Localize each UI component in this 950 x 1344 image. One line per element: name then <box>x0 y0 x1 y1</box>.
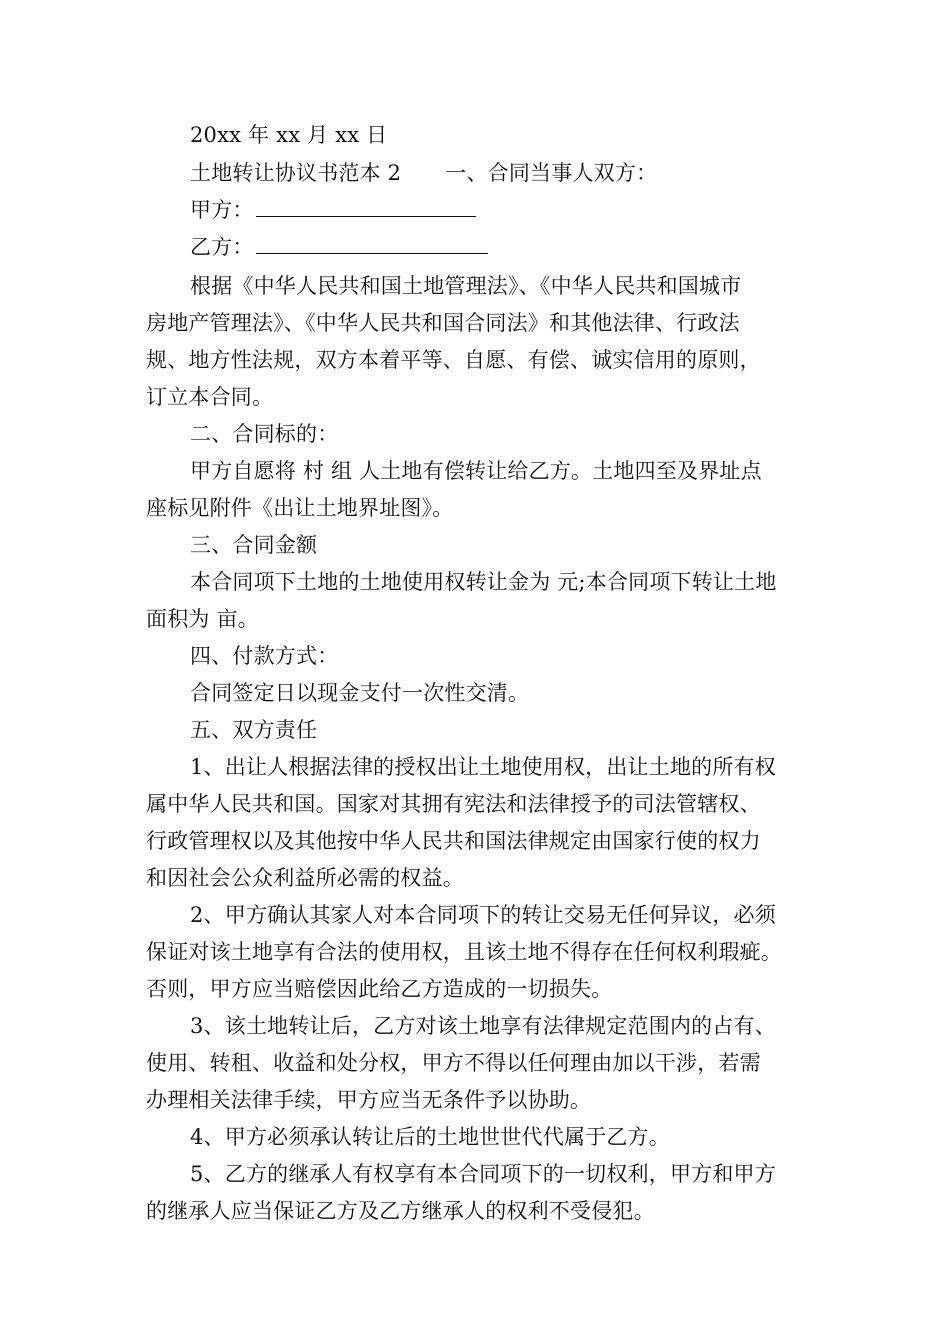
paragraph-line: 甲方自愿将 村 组 人土地有偿转让给乙方。土地四至及界址点 <box>190 459 762 483</box>
paragraph-line: 5、乙方的继承人有权享有本合同项下的一切权利，甲方和甲方 <box>190 1162 776 1186</box>
section1-heading: 一、合同当事人双方： <box>445 161 658 185</box>
party-a-line <box>190 192 826 229</box>
paragraph-line: 合同签定日以现金支付一次性交清。 <box>190 681 530 705</box>
paragraph-line: 属中华人民共和国。国家对其拥有宪法和法律授予的司法管辖权、 <box>146 792 761 816</box>
paragraph-line: 1、出让人根据法律的授权出让土地使用权，出让土地的所有权 <box>190 755 776 779</box>
date-line: 20xx 年 xx 月 xx 日 <box>190 123 388 147</box>
paragraph-line: 规、地方性法规，双方本着平等、自愿、有偿、诚实信用的原则， <box>146 348 761 372</box>
paragraph-line: 2、甲方确认其家人对本合同项下的转让交易无任何异议，必须 <box>190 903 776 927</box>
paragraph-line: 根据《中华人民共和国土地管理法》、《中华人民共和国城市 <box>190 274 742 298</box>
paragraph-line: 否则，甲方应当赔偿因此给乙方造成的一切损失。 <box>146 977 613 1001</box>
paragraph-line: 4、甲方必须承认转让后的土地世世代代属于乙方。 <box>190 1125 670 1149</box>
paragraph-line: 的继承人应当保证乙方及乙方继承人的权利不受侵犯。 <box>146 1199 655 1223</box>
paragraph-line: 3、该土地转让后，乙方对该土地享有法律规定范围内的占有、 <box>190 1014 776 1038</box>
paragraph-line: 保证对该土地享有合法的使用权，且该土地不得存在任何权利瑕疵。 <box>146 940 782 964</box>
paragraph-line: 本合同项下土地的土地使用权转让金为 元;本合同项下转让土地 <box>190 570 777 594</box>
paragraph-line: 订立本合同。 <box>146 385 274 409</box>
paragraph-line: 办理相关法律手续，甲方应当无条件予以协助。 <box>146 1088 592 1112</box>
section-heading: 五、双方责任 <box>190 718 318 742</box>
section-heading: 二、合同标的： <box>190 422 339 446</box>
paragraph-line: 座标见附件《出让土地界址图》。 <box>146 496 454 520</box>
party-b-line <box>190 229 826 266</box>
section-heading: 四、付款方式： <box>190 644 339 668</box>
party-a-blank <box>256 192 476 217</box>
party-b-blank <box>256 229 488 254</box>
paragraph-line: 面积为 亩。 <box>146 607 259 631</box>
paragraph-line: 使用、转租、收益和处分权，甲方不得以任何理由加以干涉，若需 <box>146 1051 761 1075</box>
paragraph-line: 行政管理权以及其他按中华人民共和国法律规定由国家行使的权力 <box>146 829 761 853</box>
document-title: 土地转让协议书范本 2 <box>190 161 402 185</box>
paragraph-line: 和因社会公众利益所必需的权益。 <box>146 866 464 890</box>
party-b-label: 乙方： <box>190 235 254 259</box>
paragraph-line: 房地产管理法》、《中华人民共和国合同法》和其他法律、行政法 <box>146 311 740 335</box>
party-a-label: 甲方： <box>190 198 254 222</box>
section-heading: 三、合同金额 <box>190 533 318 557</box>
title-line <box>190 155 826 192</box>
